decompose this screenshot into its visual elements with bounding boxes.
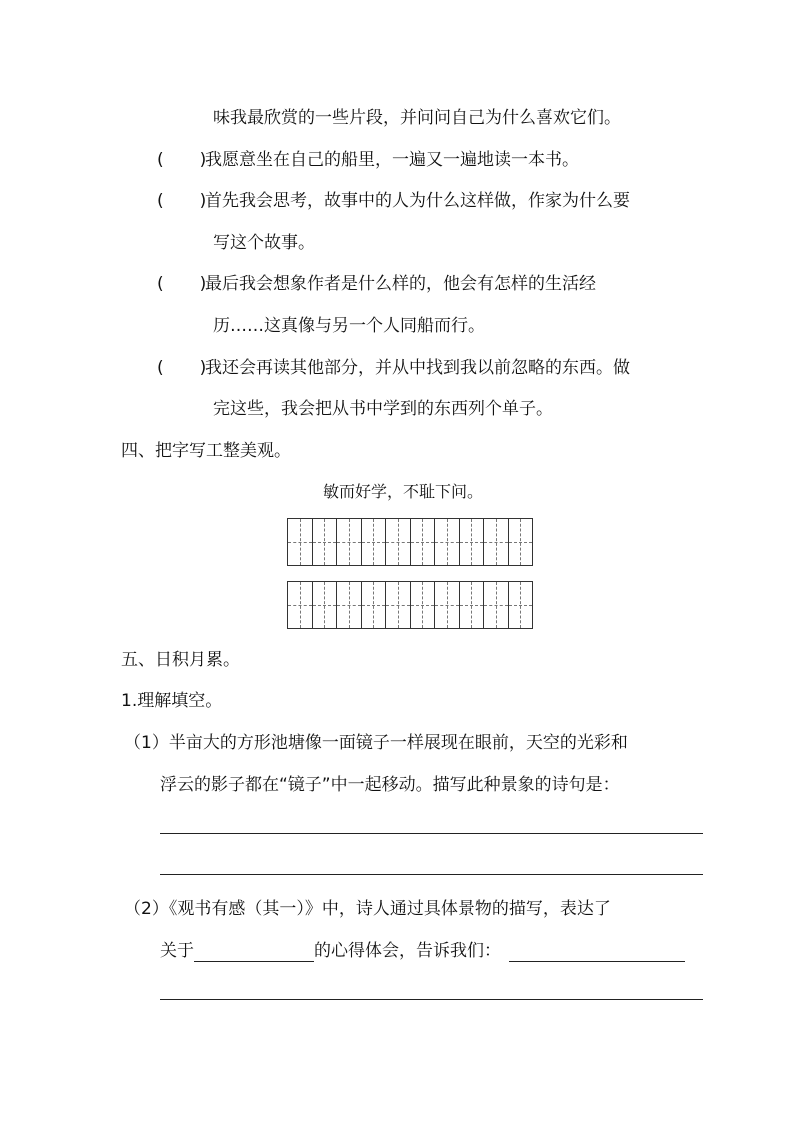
- order-item-3-cont: 历……这真像与另一个人同船而行。: [213, 316, 485, 336]
- writing-cell[interactable]: [460, 582, 485, 628]
- fill-blank-topic[interactable]: [194, 943, 314, 962]
- answer-line-2[interactable]: [160, 874, 703, 875]
- answer-line-3[interactable]: [160, 999, 703, 1000]
- writing-cell[interactable]: [337, 519, 362, 565]
- answer-line-1[interactable]: [160, 833, 703, 834]
- question-1-part-2-cont: [160, 940, 685, 962]
- question-1-part-2: （2）《观书有感（其一）》中，诗人通过具体景物的描写，表达了: [124, 899, 611, 919]
- order-item-1-text: 我愿意坐在自己的船里，一遍又一遍地读一本书。: [205, 150, 579, 170]
- writing-cell[interactable]: [386, 519, 411, 565]
- reading-continuation: 味我最欣赏的一些片段，并问问自己为什么喜欢它们。: [213, 108, 621, 128]
- section-5-title: 五、日积月累。: [121, 650, 240, 670]
- question-1-part-1-cont: 浮云的影子都在“镜子”中一起移动。描写此种景象的诗句是：: [160, 775, 620, 795]
- order-item-3-text: 最后我会想象作者是什么样的，他会有怎样的生活经: [205, 274, 596, 294]
- writing-cell[interactable]: [484, 519, 509, 565]
- order-item-3: [157, 273, 596, 295]
- writing-cell[interactable]: [411, 519, 436, 565]
- order-item-4: [157, 357, 630, 379]
- writing-cell[interactable]: [288, 582, 313, 628]
- writing-grid-row-2[interactable]: [287, 581, 533, 629]
- fill-blank-lesson[interactable]: [509, 943, 685, 962]
- writing-cell[interactable]: [460, 519, 485, 565]
- question-1-part-1: （1）半亩大的方形池塘像一面镜子一样展现在眼前，天空的光彩和: [124, 733, 628, 753]
- writing-cell[interactable]: [435, 519, 460, 565]
- writing-cell[interactable]: [484, 582, 509, 628]
- order-blank-1[interactable]: ( ): [157, 150, 207, 170]
- order-item-2-cont: 写这个故事。: [213, 233, 315, 253]
- writing-cell[interactable]: [362, 519, 387, 565]
- order-item-1: [157, 149, 579, 171]
- writing-cell[interactable]: [509, 582, 533, 628]
- section-4-title: 四、把字写工整美观。: [121, 441, 291, 461]
- order-item-4-text: 我还会再读其他部分，并从中找到我以前忽略的东西。做: [205, 358, 630, 378]
- fill-prefix: 关于: [160, 941, 194, 961]
- writing-cell[interactable]: [386, 582, 411, 628]
- order-item-4-cont: 完这些，我会把从书中学到的东西列个单子。: [213, 399, 553, 419]
- copy-model-text: 敏而好学，不耻下问。: [323, 482, 484, 501]
- writing-cell[interactable]: [362, 582, 387, 628]
- writing-cell[interactable]: [435, 582, 460, 628]
- writing-cell[interactable]: [411, 582, 436, 628]
- writing-cell[interactable]: [288, 519, 313, 565]
- order-blank-4[interactable]: ( ): [157, 358, 207, 378]
- writing-cell[interactable]: [337, 582, 362, 628]
- writing-cell[interactable]: [509, 519, 533, 565]
- order-blank-2[interactable]: ( ): [157, 191, 207, 211]
- question-1-title: 1.理解填空。: [121, 691, 223, 711]
- writing-cell[interactable]: [313, 519, 338, 565]
- writing-grid-row-1[interactable]: [287, 518, 533, 566]
- order-item-2: [157, 190, 630, 212]
- order-item-2-text: 首先我会思考，故事中的人为什么这样做，作家为什么要: [205, 191, 630, 211]
- fill-middle: 的心得体会，告诉我们：: [314, 941, 501, 961]
- writing-cell[interactable]: [313, 582, 338, 628]
- order-blank-3[interactable]: ( ): [157, 274, 207, 294]
